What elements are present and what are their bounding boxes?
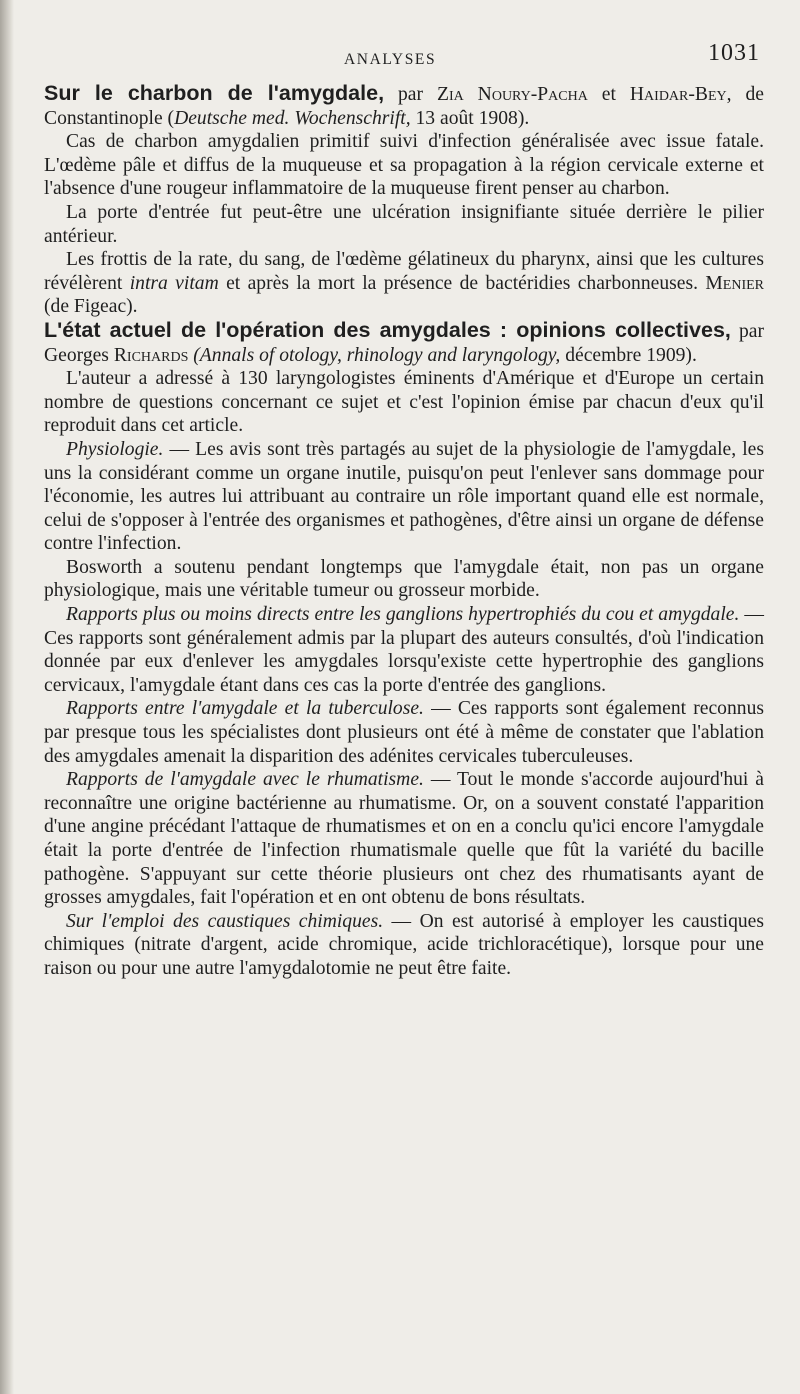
section-heading: Sur l'emploi des caustiques chimiques. — [66, 910, 384, 932]
article1-paragraph: La porte d'entrée fut peut-être une ulcération insignifiante située derrière le pilier antérieur. — [44, 201, 764, 247]
article1-author-1: Zia Noury-Pacha — [436, 84, 588, 105]
article2-section: Physiologie. — Les avis sont très partagés au sujet de la physiologie de l'amygdale, les uns la considérant comme un organe inutile, puisqu'on peut l'enlever sans dommage pour l'économie, les autres lui attribuant au contraire un rôle important quand elle est normale, celui de s'opposer à l'entrée des organismes et pathogènes, d'être ainsi un organe de défense contre l'infection. — [44, 438, 764, 555]
article2-section: Sur l'emploi des caustiques chimiques. — On est autorisé à employer les caustiques chimiques (nitrate d'argent, acide chromique, acide trichloracétique), lorsque pour une raison ou pour une autre l'amygdalotomie ne peut être faite. — [44, 910, 764, 979]
section-heading: Rapports de l'amygdale avec le rhumatisme. — [66, 769, 424, 791]
article2-section: Rapports entre l'amygdale et la tuberculose. — Ces rapports sont également reconnus par presque tous les spécialistes dont plusieurs ont été à même de constater que l'ablation des amygdales amenait la disparition des adénites cervicales tuberculeuses. — [44, 698, 764, 767]
section-heading: Rapports plus ou moins directs entre les ganglions hypertrophiés du cou et amygdale. — [66, 604, 740, 626]
running-head-title: ANALYSES — [344, 51, 437, 68]
article2-title: L'état actuel de l'opération des amygdales : opinions collectives, — [44, 317, 731, 342]
article1-author-2: Haidar-Bey — [629, 84, 727, 105]
article2-section: Bosworth a soutenu pendant longtemps que l'amygdale était, non pas un organe physiologique, mais une véritable tumeur ou grosseur morbide. — [44, 556, 764, 602]
article1-title: Sur le charbon de l'amygdale, — [44, 81, 385, 105]
article1-paragraph: Les frottis de la rate, du sang, de l'œdème gélatineux du pharynx, ainsi que les cultures révélèrent intra vitam et après la mort la présence de bactéridies charbonneuses. Menier (de Figeac). — [44, 249, 764, 318]
article2-section: Rapports plus ou moins directs entre les ganglions hypertrophiés du cou et amygdale. — Ces rapports sont généralement admis par la plupart des auteurs consultés, d'où l'indication donnée par eux d'enlever les amygdales lorsqu'existe cette hypertrophie des ganglions cervicaux, l'amygdale étant dans ces cas la porte d'entrée des ganglions. — [44, 604, 764, 696]
article1-reviewer: Menier — [705, 272, 764, 294]
article1-paragraph: Cas de charbon amygdalien primitif suivi d'infection généralisée avec issue fatale. L'œdème pâle et diffus de la muqueuse et sa propagation à la région cervicale externe et l'absence d'une rougeur inflammatoire de la muqueuse firent penser au charbon. — [44, 131, 764, 200]
article2-journal: (Annals of otology, rhinology and laryngology, — [188, 344, 561, 366]
article2-intro: L'auteur a adressé à 130 laryngologistes éminents d'Amérique et d'Europe un certain nombre de questions concernant ce sujet et c'est l'opinion émise par chacun d'eux qu'il reproduit dans cet article. — [44, 368, 764, 437]
section-heading: Physiologie. — [66, 438, 164, 460]
page-number: 1031 — [708, 40, 760, 66]
article2-author: Richards — [113, 344, 189, 366]
article2-section: Rapports de l'amygdale avec le rhumatisme. — Tout le monde s'accorde aujourd'hui à reconnaître une origine bactérienne au rhumatisme. Or, on a souvent constaté l'apparition d'une angine précédant l'attaque de rhumatismes et on en a conclu qu'ici encore l'amygdale était la porte d'entrée de l'infection rhumatismale quelle que fût la variété du bacille pathogène. S'appuyant sur cette théorie plusieurs ont chez des rhumatisants ayant de grosses amygdales, fait l'opération et en ont obtenu de bons résultats. — [44, 769, 765, 909]
article1-header: Sur le charbon de l'amygdale, par Zia Noury-Pacha et Haidar-Bey, de Constantinople (Deutsche med. Wochenschrift, 13 août 1908). — [44, 81, 764, 129]
journal-page — [44, 40, 765, 981]
running-head — [44, 40, 764, 82]
article2-header: L'état actuel de l'opération des amygdales : opinions collectives, par Georges Richards (Annals of otology, rhinology and laryngology, décembre 1909). — [44, 317, 764, 366]
section-heading: Rapports entre l'amygdale et la tuberculose. — [66, 698, 424, 720]
article1-journal: Deutsche med. Wochenschrift, — [174, 107, 411, 129]
page-binding-edge — [0, 0, 14, 1394]
